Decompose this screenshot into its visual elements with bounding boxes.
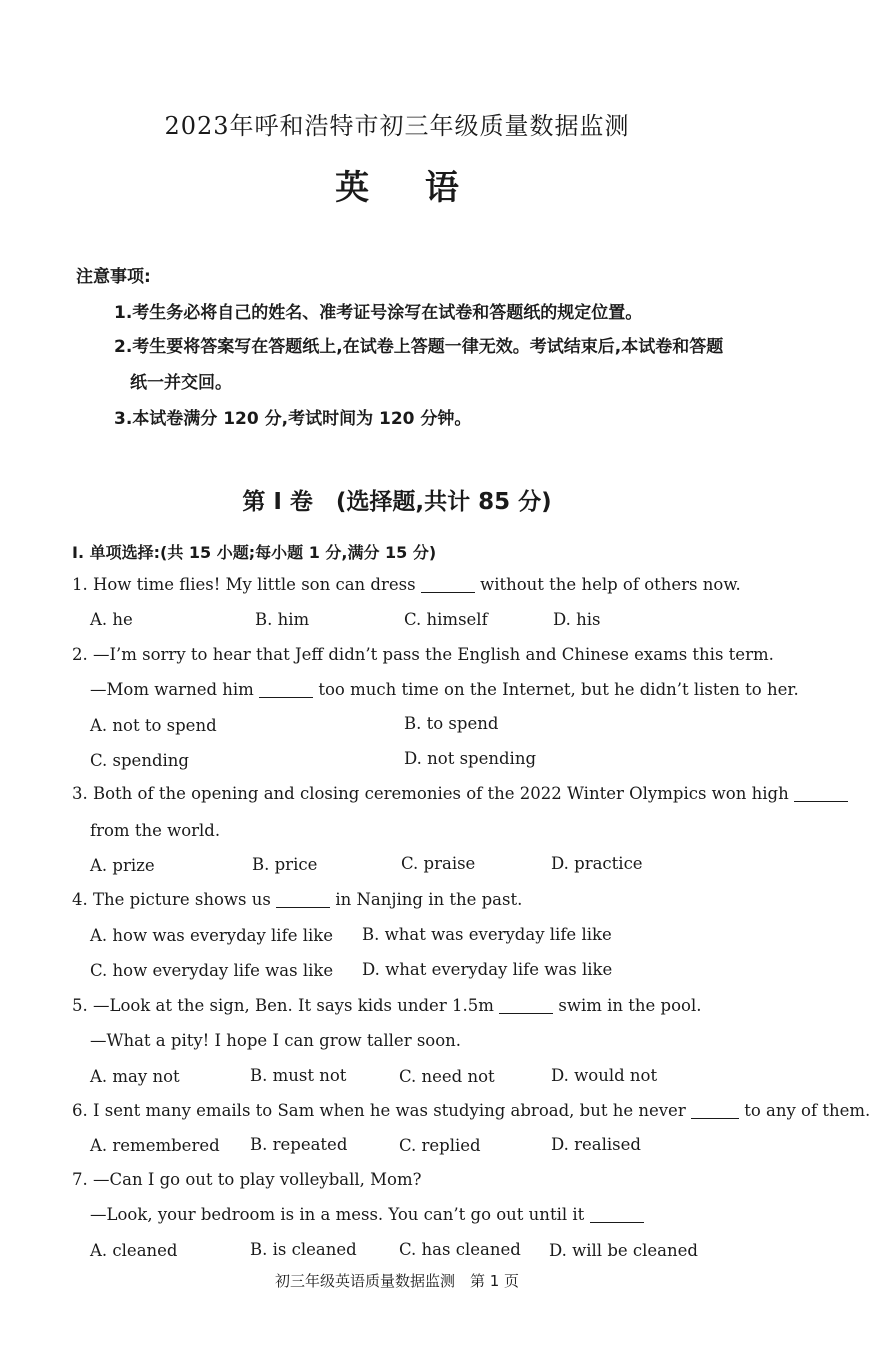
question-text: 4. The picture shows us — [72, 890, 271, 909]
question-2: 2. —I’m sorry to hear that Jeff didn’t pass the English and Chinese exams this term. — [72, 645, 774, 664]
question-text: 6. I sent many emails to Sam when he was studying abroad, but he never — [72, 1101, 686, 1120]
question-text: —Mom warned him — [90, 680, 254, 699]
question-4 — [72, 890, 522, 909]
option-d: D. realised — [551, 1135, 641, 1154]
notice-item-2-cont: 纸一并交回。 — [130, 373, 232, 393]
notice-item-3: 3.本试卷满分 120 分,考试时间为 120 分钟。 — [114, 409, 472, 429]
answer-blank — [794, 785, 848, 803]
option-b: B. price — [252, 855, 318, 874]
option-a: A. prize — [90, 856, 155, 875]
question-3 — [72, 784, 848, 803]
option-d: D. not spending — [404, 749, 537, 768]
notice-item-1: 1.考生务必将自己的姓名、准考证号涂写在试卷和答题纸的规定位置。 — [114, 303, 643, 323]
question-3-cont: from the world. — [90, 821, 221, 840]
question-2-reply — [90, 680, 799, 699]
part-title: I. 单项选择:(共 15 小题;每小题 1 分,满分 15 分) — [72, 543, 437, 562]
question-7: 7. —Can I go out to play volleyball, Mom? — [72, 1170, 422, 1189]
option-d: D. what everyday life was like — [362, 960, 613, 979]
option-c: C. how everyday life was like — [90, 961, 334, 980]
option-b: B. to spend — [404, 714, 499, 733]
option-c: C. himself — [404, 610, 488, 629]
question-text: 3. Both of the opening and closing ceremonies of the 2022 Winter Olympics won high — [72, 784, 789, 803]
notice-heading: 注意事项: — [76, 267, 151, 287]
answer-blank — [259, 681, 313, 699]
notice-item-2: 2.考生要将答案写在答题纸上,在试卷上答题一律无效。考试结束后,本试卷和答题 — [114, 337, 724, 357]
option-a: A. he — [90, 610, 133, 629]
question-text: 1. How time flies! My little son can dress — [72, 575, 416, 594]
question-5 — [72, 996, 702, 1015]
question-1 — [72, 575, 741, 594]
option-a: A. may not — [90, 1067, 180, 1086]
subject-title: 英 语 — [335, 168, 481, 208]
answer-blank — [276, 891, 330, 909]
question-5-reply: —What a pity! I hope I can grow taller soon. — [90, 1031, 462, 1050]
question-text: —Look, your bedroom is in a mess. You can’t go out until it — [90, 1205, 585, 1224]
question-text: in Nanjing in the past. — [335, 890, 523, 909]
option-b: B. is cleaned — [250, 1240, 357, 1259]
option-c: C. spending — [90, 751, 189, 770]
option-d: D. would not — [551, 1066, 658, 1085]
page-footer: 初三年级英语质量数据监测 第 1 页 — [274, 1272, 520, 1290]
question-7-reply — [90, 1205, 644, 1224]
exam-title: 2023年呼和浩特市初三年级质量数据监测 — [164, 112, 630, 140]
option-c: C. has cleaned — [399, 1240, 521, 1259]
option-d: D. his — [553, 610, 601, 629]
option-b: B. must not — [250, 1066, 347, 1085]
option-a: A. cleaned — [90, 1241, 178, 1260]
option-b: B. what was everyday life like — [362, 925, 612, 944]
option-c: C. praise — [401, 854, 476, 873]
option-a: A. not to spend — [90, 716, 217, 735]
question-text: to any of them. — [744, 1101, 870, 1120]
option-a: A. remembered — [90, 1136, 220, 1155]
answer-blank — [499, 997, 553, 1015]
option-d: D. will be cleaned — [549, 1241, 698, 1260]
answer-blank — [590, 1206, 644, 1224]
answer-blank — [691, 1102, 739, 1120]
section-title: 第 I 卷 (选择题,共计 85 分) — [242, 489, 552, 515]
option-a: A. how was everyday life like — [90, 926, 334, 945]
option-b: B. repeated — [250, 1135, 348, 1154]
question-text: without the help of others now. — [480, 575, 741, 594]
question-text: too much time on the Internet, but he didn’t listen to her. — [318, 680, 799, 699]
answer-blank — [421, 576, 475, 594]
option-b: B. him — [255, 610, 310, 629]
option-c: C. need not — [399, 1067, 495, 1086]
option-d: D. practice — [551, 854, 643, 873]
question-text: swim in the pool. — [558, 996, 702, 1015]
question-text: 5. —Look at the sign, Ben. It says kids under 1.5m — [72, 996, 494, 1015]
question-6 — [72, 1101, 870, 1120]
option-c: C. replied — [399, 1136, 481, 1155]
